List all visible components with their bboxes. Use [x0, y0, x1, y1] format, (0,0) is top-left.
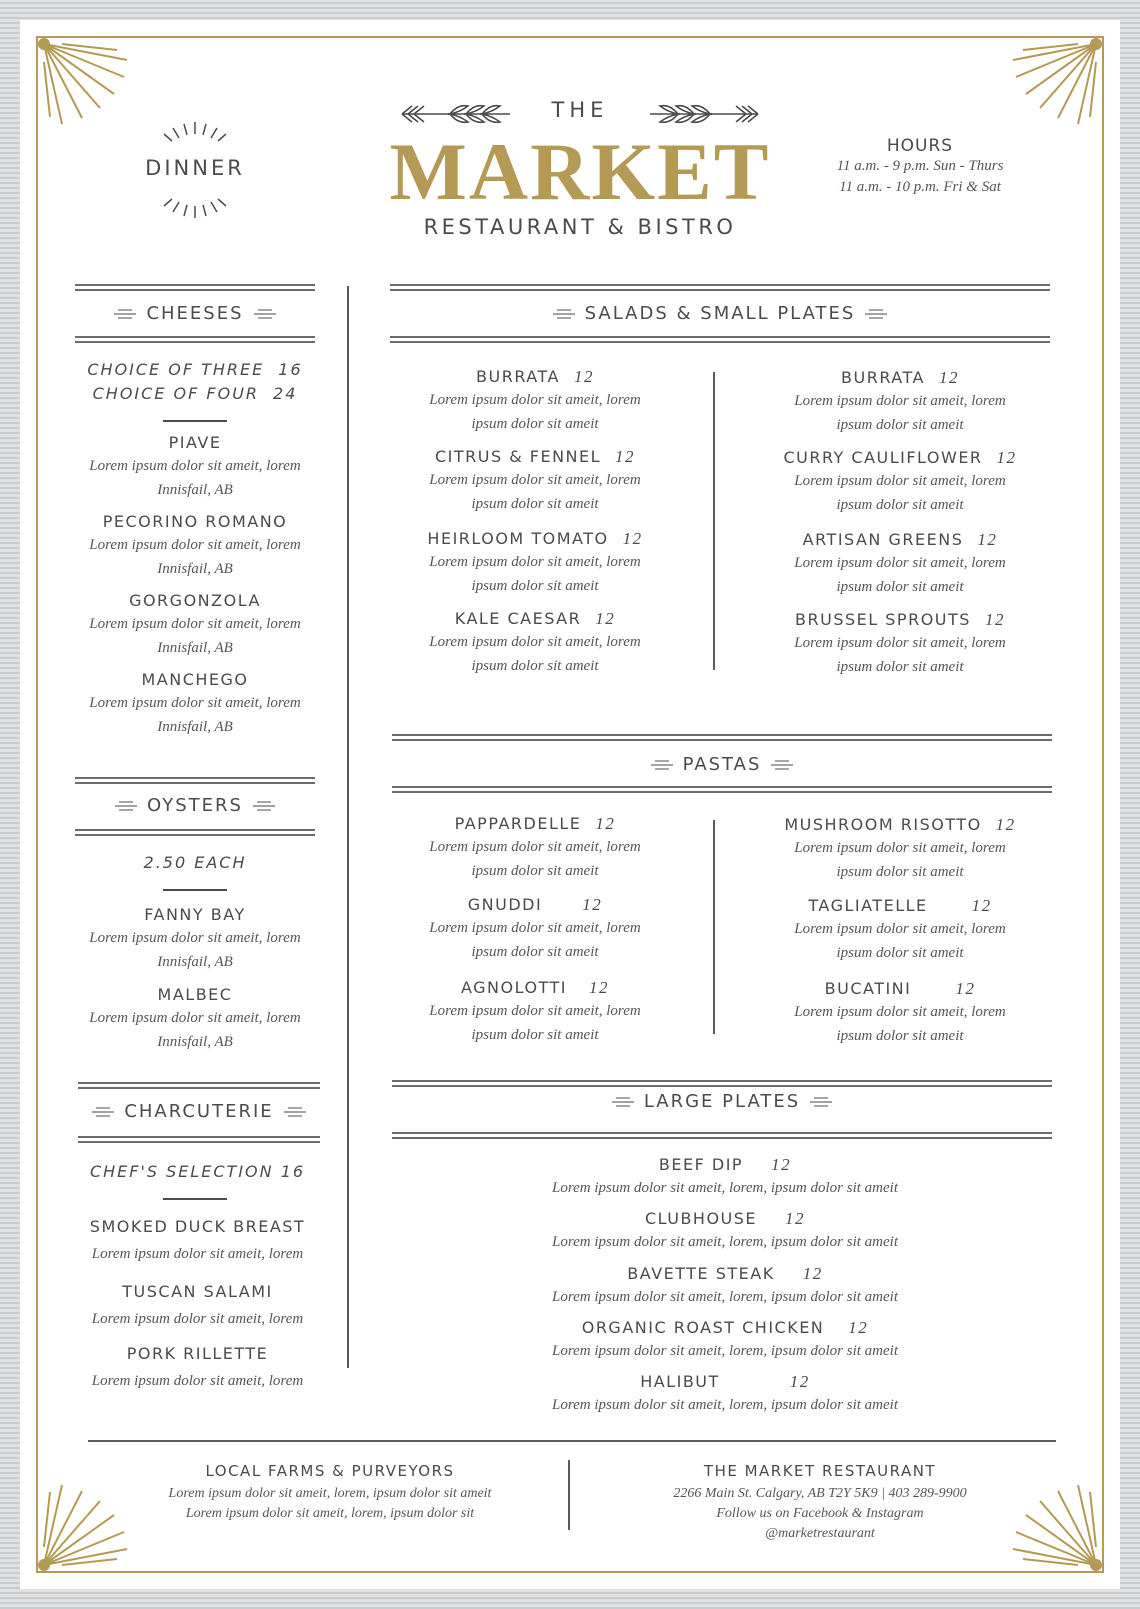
charcuterie-item	[70, 1343, 325, 1393]
item-desc: Lorem ipsum dolor sit ameit, lorem	[429, 554, 641, 570]
cheese-choice-four	[75, 384, 315, 403]
item-name: CURRY CAULIFLOWER	[783, 448, 983, 467]
hours-weekday: 11 a.m. - 9 p.m. Sun - Thurs	[836, 158, 1004, 174]
footer-left-line: Lorem ipsum dolor sit ameit, lorem, ipsum dolor sit ameit	[168, 1486, 492, 1501]
short-divider	[163, 889, 227, 891]
item-origin: Innisfail, AB	[157, 954, 233, 970]
item-name: TAGLIATELLE	[808, 896, 928, 915]
charcuterie-item	[70, 1216, 325, 1266]
dash-ornament-icon	[115, 800, 137, 812]
item-name: HALIBUT	[640, 1372, 720, 1391]
item-name: HEIRLOOM TOMATO	[427, 529, 609, 548]
oyster-item	[70, 904, 320, 974]
item-desc: Lorem ipsum dolor sit ameit, lorem	[794, 393, 1006, 409]
item-name: CITRUS & FENNEL	[434, 447, 602, 466]
item-desc: Lorem ipsum dolor sit ameit, lorem	[91, 1246, 304, 1262]
item-name: FANNY BAY	[144, 905, 246, 924]
footer-left-line: Lorem ipsum dolor sit ameit, lorem, ipsum dolor sit	[185, 1506, 475, 1521]
item-price: 12	[589, 978, 610, 997]
item-desc: Lorem ipsum dolor sit ameit, lorem	[89, 458, 301, 474]
item-price: 12	[996, 448, 1017, 467]
choice-three-price: 16	[278, 360, 303, 379]
item-origin: Innisfail, AB	[157, 640, 233, 656]
item-desc: ipsum dolor sit ameit	[836, 579, 964, 595]
item-price: 12	[582, 895, 603, 914]
salads-title: SALADS & SMALL PLATES	[584, 303, 856, 324]
salads-rule-bottom	[390, 336, 1050, 343]
item-desc: Lorem ipsum dolor sit ameit, lorem	[91, 1373, 304, 1389]
item-price: 12	[848, 1318, 869, 1337]
item-desc: Lorem ipsum dolor sit ameit, lorem	[89, 616, 301, 632]
item-desc: Lorem ipsum dolor sit ameit, lorem	[429, 634, 641, 650]
wheat-ornament-right-icon	[630, 100, 760, 128]
dash-ornament-icon	[553, 308, 575, 320]
item-origin: Innisfail, AB	[157, 561, 233, 577]
dash-ornament-icon	[114, 308, 136, 320]
pastas-column-divider	[713, 820, 715, 1034]
item-price: 12	[995, 815, 1016, 834]
item-name: SMOKED DUCK BREAST	[89, 1217, 306, 1236]
item-name: GORGONZOLA	[129, 591, 261, 610]
cheese-item	[70, 432, 320, 502]
large-title: LARGE PLATES	[643, 1091, 801, 1112]
item-price: 12	[573, 367, 594, 386]
item-name: BEEF DIP	[658, 1155, 744, 1174]
item-name: PORK RILLETTE	[126, 1344, 269, 1363]
item-price: 12	[622, 529, 643, 548]
item-desc: Lorem ipsum dolor sit ameit, lorem	[429, 392, 641, 408]
oysters-title: OYSTERS	[147, 795, 243, 816]
item-price: 12	[595, 814, 616, 833]
item-desc: Lorem ipsum dolor sit ameit, lorem, ipsum dolor sit ameit	[552, 1397, 898, 1413]
item-name: TUSCAN SALAMI	[122, 1282, 273, 1301]
item-desc: ipsum dolor sit ameit	[836, 497, 964, 513]
footer-rule	[88, 1440, 1056, 1442]
item-name: MALBEC	[157, 985, 233, 1004]
item-desc: Lorem ipsum dolor sit ameit, lorem	[89, 930, 301, 946]
item-desc: Lorem ipsum dolor sit ameit, lorem	[89, 1010, 301, 1026]
footer-social: Follow us on Facebook & Instagram	[716, 1506, 924, 1521]
item-price: 12	[615, 447, 636, 466]
item-name: MANCHEGO	[141, 670, 249, 689]
oysters-rule-top	[75, 777, 315, 784]
item-desc: Lorem ipsum dolor sit ameit, lorem	[794, 921, 1006, 937]
item-price: 12	[977, 530, 998, 549]
item-desc: Lorem ipsum dolor sit ameit, lorem, ipsum dolor sit ameit	[552, 1289, 898, 1305]
short-divider	[163, 1198, 227, 1200]
item-price: 12	[984, 610, 1005, 629]
item-desc: Lorem ipsum dolor sit ameit, lorem	[89, 537, 301, 553]
item-name: PAPPARDELLE	[454, 814, 582, 833]
salads-heading	[390, 303, 1050, 324]
large-rule-bottom	[392, 1132, 1052, 1139]
item-name: KALE CAESAR	[454, 609, 582, 628]
dinner-label: DINNER	[145, 156, 245, 180]
item-desc: Lorem ipsum dolor sit ameit, lorem	[794, 840, 1006, 856]
cheese-choice-three	[75, 360, 315, 379]
item-desc: ipsum dolor sit ameit	[471, 1027, 599, 1043]
item-desc: Lorem ipsum dolor sit ameit, lorem, ipsum dolor sit ameit	[552, 1234, 898, 1250]
large-rule-top	[392, 1080, 1052, 1087]
item-origin: Innisfail, AB	[157, 1034, 233, 1050]
large-plate-item	[460, 1263, 990, 1309]
salad-item	[760, 609, 1040, 679]
logo-the: THE	[551, 98, 609, 122]
dash-ornament-icon	[612, 1096, 634, 1108]
pasta-item	[400, 894, 670, 964]
item-name: PECORINO ROMANO	[102, 512, 288, 531]
item-price: 12	[785, 1209, 806, 1228]
sunburst-ornament-top-left	[32, 32, 142, 142]
item-price: 12	[938, 368, 959, 387]
pastas-rule-bottom	[392, 786, 1052, 793]
footer-handle: @marketrestaurant	[765, 1526, 875, 1541]
item-name: ARTISAN GREENS	[802, 530, 964, 549]
item-desc: Lorem ipsum dolor sit ameit, lorem	[91, 1311, 304, 1327]
item-desc: ipsum dolor sit ameit	[836, 417, 964, 433]
item-name: ORGANIC ROAST CHICKEN	[581, 1318, 825, 1337]
item-desc: Lorem ipsum dolor sit ameit, lorem	[794, 1004, 1006, 1020]
dash-ornament-icon	[254, 308, 276, 320]
menu-page	[20, 20, 1120, 1589]
item-name: GNUDDI	[467, 895, 543, 914]
hours-weekend: 11 a.m. - 10 p.m. Fri & Sat	[839, 179, 1001, 195]
item-desc: Lorem ipsum dolor sit ameit, lorem, ipsum dolor sit ameit	[552, 1180, 898, 1196]
column-divider	[347, 286, 349, 1368]
item-desc: ipsum dolor sit ameit	[836, 945, 964, 961]
item-desc: ipsum dolor sit ameit	[836, 864, 964, 880]
pasta-item	[400, 813, 670, 883]
cheeses-rule-bottom	[75, 336, 315, 343]
item-desc: ipsum dolor sit ameit	[471, 863, 599, 879]
item-price: 12	[789, 1372, 810, 1391]
choice-four-price: 24	[273, 384, 298, 403]
large-plate-item	[460, 1371, 990, 1417]
footer-left-title: LOCAL FARMS & PURVEYORS	[205, 1462, 455, 1480]
item-name: BRUSSEL SPROUTS	[795, 610, 971, 629]
charcuterie-selection: CHEF'S SELECTION 16	[89, 1162, 306, 1181]
item-desc: ipsum dolor sit ameit	[836, 1028, 964, 1044]
pasta-item	[760, 978, 1040, 1048]
salads-column-divider	[713, 372, 715, 670]
item-price: 12	[802, 1264, 823, 1283]
hours-label: HOURS	[886, 136, 954, 156]
pasta-item	[760, 895, 1040, 965]
item-desc: Lorem ipsum dolor sit ameit, lorem	[794, 635, 1006, 651]
sunburst-ornament-top-right	[998, 32, 1108, 142]
dash-ornament-icon	[284, 1106, 306, 1118]
item-name: CLUBHOUSE	[644, 1209, 758, 1228]
large-plate-item	[460, 1154, 990, 1200]
cheeses-title: CHEESES	[146, 303, 244, 324]
pasta-item	[400, 977, 670, 1047]
item-name: BAVETTE STEAK	[627, 1264, 775, 1283]
cheese-item	[70, 511, 320, 581]
salad-item	[760, 447, 1040, 517]
item-price: 12	[595, 609, 616, 628]
item-desc: ipsum dolor sit ameit	[471, 944, 599, 960]
item-price: 12	[771, 1155, 792, 1174]
logo-subtitle: RESTAURANT & BISTRO	[423, 215, 737, 239]
cheeses-heading	[75, 303, 315, 324]
item-origin: Innisfail, AB	[157, 482, 233, 498]
large-plate-item	[460, 1317, 990, 1363]
item-name: BUCATINI	[824, 979, 912, 998]
item-desc: Lorem ipsum dolor sit ameit, lorem	[794, 555, 1006, 571]
pasta-item	[760, 814, 1040, 884]
pastas-heading	[392, 754, 1052, 775]
oysters-price: 2.50 EACH	[143, 853, 247, 872]
item-desc: Lorem ipsum dolor sit ameit, lorem	[429, 839, 641, 855]
item-name: AGNOLOTTI	[460, 978, 568, 997]
salad-item	[760, 529, 1040, 599]
item-desc: ipsum dolor sit ameit	[471, 496, 599, 512]
salad-item	[400, 528, 670, 598]
charcuterie-item	[70, 1281, 325, 1331]
oysters-heading	[75, 795, 315, 816]
item-desc: ipsum dolor sit ameit	[471, 578, 599, 594]
item-desc: Lorem ipsum dolor sit ameit, lorem	[429, 472, 641, 488]
dash-ornament-icon	[253, 800, 275, 812]
cheese-item	[70, 590, 320, 660]
dash-ornament-icon	[810, 1096, 832, 1108]
salad-item	[400, 366, 670, 436]
choice-four-label: CHOICE OF FOUR	[92, 384, 260, 403]
item-name: BURRATA	[841, 368, 925, 387]
charcuterie-title: CHARCUTERIE	[124, 1101, 274, 1122]
item-desc: Lorem ipsum dolor sit ameit, lorem	[429, 1003, 641, 1019]
dash-ornament-icon	[771, 759, 793, 771]
salad-item	[400, 446, 670, 516]
footer-address: 2266 Main St. Calgary, AB T2Y 5K9 | 403 289-9900	[673, 1486, 967, 1501]
wheat-ornament-left-icon	[400, 100, 530, 128]
footer-right-title: THE MARKET RESTAURANT	[703, 1462, 937, 1480]
large-heading	[392, 1091, 1052, 1112]
footer-divider	[568, 1460, 570, 1530]
choice-three-label: CHOICE OF THREE	[87, 360, 265, 379]
dash-ornament-icon	[92, 1106, 114, 1118]
item-price: 12	[955, 979, 976, 998]
item-desc: ipsum dolor sit ameit	[836, 659, 964, 675]
charcuterie-heading	[78, 1101, 320, 1122]
salads-rule-top	[390, 284, 1050, 291]
dash-ornament-icon	[651, 759, 673, 771]
charcuterie-rule-bottom	[78, 1136, 320, 1143]
dash-ornament-icon	[865, 308, 887, 320]
item-name: BURRATA	[476, 367, 560, 386]
charcuterie-rule-top	[78, 1082, 320, 1089]
item-desc: Lorem ipsum dolor sit ameit, lorem	[794, 473, 1006, 489]
salad-item	[760, 367, 1040, 437]
salad-item	[400, 608, 670, 678]
oysters-rule-bottom	[75, 829, 315, 836]
item-desc: ipsum dolor sit ameit	[471, 416, 599, 432]
cheeses-rule-top	[75, 284, 315, 291]
pastas-rule-top	[392, 734, 1052, 741]
item-origin: Innisfail, AB	[157, 719, 233, 735]
item-name: MUSHROOM RISOTTO	[784, 815, 982, 834]
oyster-item	[70, 984, 320, 1054]
short-divider	[163, 420, 227, 422]
pastas-title: PASTAS	[682, 754, 762, 775]
item-desc: Lorem ipsum dolor sit ameit, lorem	[89, 695, 301, 711]
item-price: 12	[971, 896, 992, 915]
item-desc: ipsum dolor sit ameit	[471, 658, 599, 674]
logo-market: MARKET	[389, 126, 771, 217]
item-desc: Lorem ipsum dolor sit ameit, lorem	[429, 920, 641, 936]
large-plate-item	[460, 1208, 990, 1254]
cheese-item	[70, 669, 320, 739]
item-name: PIAVE	[168, 433, 222, 452]
item-desc: Lorem ipsum dolor sit ameit, lorem, ipsum dolor sit ameit	[552, 1343, 898, 1359]
